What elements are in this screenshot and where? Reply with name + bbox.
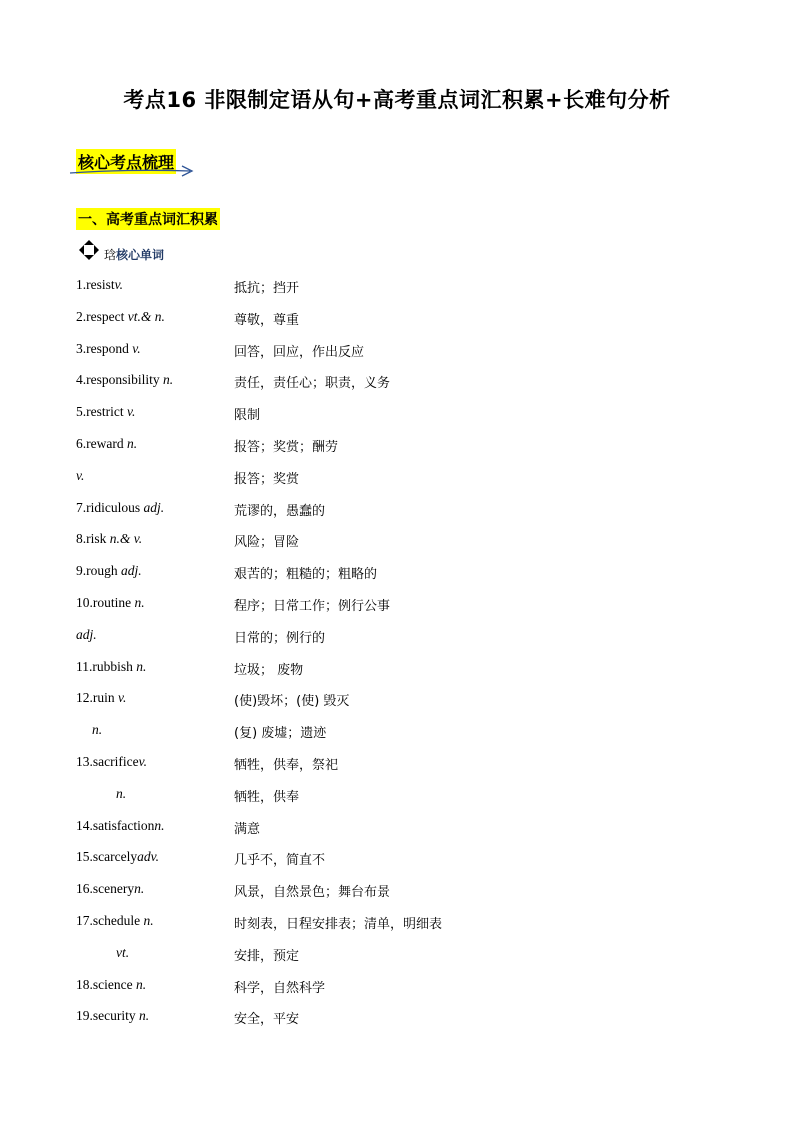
section-heading-vocab-text: 一、高考重点词汇积累 [76, 208, 220, 230]
vocab-pos: adj. [121, 563, 142, 579]
vocab-meaning: 责任，责任心；职责，义务 [234, 376, 391, 392]
vocab-meaning: 几乎不，简直不 [234, 853, 326, 869]
vocab-pos: v. [114, 277, 123, 292]
vocab-word-text: 8.risk [76, 531, 110, 547]
vocab-word [76, 500, 164, 516]
vocab-word [76, 309, 165, 325]
vocab-word [76, 690, 126, 706]
vocab-word [116, 945, 129, 961]
vocab-meaning: 程序；日常工作；例行公事 [234, 598, 391, 614]
vocab-word [76, 563, 142, 579]
vocab-meaning: 回答，回应，作出反应 [234, 344, 365, 360]
vocab-meaning: (复) 废墟；遗迹 [234, 726, 327, 742]
vocab-word [76, 1008, 149, 1024]
vocab-word [76, 849, 159, 865]
section-heading-core-text: 核心考点梳理 [76, 149, 176, 174]
vocab-pos: adj. [76, 626, 97, 642]
vocab-meaning: 限制 [234, 408, 261, 424]
vocab-word [76, 436, 137, 452]
vocab-word [76, 818, 164, 834]
subheading-prefix: 琀 [104, 248, 117, 262]
four-arrows-icon [78, 239, 100, 261]
subheading-core-words [78, 236, 164, 263]
vocab-word [76, 881, 144, 897]
subheading-text: 核心单词 [116, 248, 165, 262]
vocab-word-text: 7.ridiculous [76, 499, 144, 515]
vocab-word-text: 13.sacrifice [76, 753, 139, 769]
vocab-word [76, 627, 97, 643]
vocab-word [76, 277, 123, 293]
vocab-word-text: 17.schedule [76, 912, 144, 928]
vocab-word-text: 15.scarcely [76, 849, 138, 865]
vocab-pos: n. [163, 372, 174, 388]
vocab-word-text: 11.rubbish [76, 658, 137, 674]
vocab-pos: n. [139, 1008, 150, 1024]
vocab-pos: n. [92, 722, 103, 738]
vocab-word-text: 6.reward [76, 435, 127, 451]
vocab-word [76, 372, 173, 388]
vocab-word-text: 9.rough [76, 563, 121, 579]
vocab-meaning: 报答；奖赏；酬劳 [234, 439, 339, 455]
vocab-word [76, 595, 145, 611]
vocab-word-text: 14.satisfaction [76, 817, 155, 833]
vocab-pos: n. [116, 785, 127, 801]
section-heading-core [76, 149, 176, 174]
vocab-pos: v. [76, 467, 85, 483]
vocab-meaning: 日常的；例行的 [234, 630, 326, 646]
vocab-meaning: 荒谬的，愚蠢的 [234, 503, 326, 519]
vocab-meaning: 安排，预定 [234, 948, 300, 964]
arrow-underline-icon [68, 163, 198, 177]
vocab-word [76, 913, 154, 929]
vocab-word-text: 19.security [76, 1008, 139, 1024]
vocab-word-text: 3.respond [76, 340, 133, 356]
vocab-pos: adj. [143, 499, 165, 515]
vocab-word-text: 5.restrict [76, 404, 127, 420]
vocab-word [76, 531, 142, 547]
vocab-meaning: 尊敬，尊重 [234, 312, 300, 328]
vocab-meaning: 抵抗；挡开 [234, 281, 300, 296]
vocab-meaning: 时刻表，日程安排表；清单，明细表 [234, 916, 443, 932]
vocab-pos: n. [135, 976, 147, 992]
vocab-pos: n. [134, 881, 145, 897]
vocab-meaning: 艰苦的；粗糙的；粗略的 [234, 567, 378, 583]
vocab-meaning: (使)毁坏；(使) 毁灭 [234, 694, 350, 710]
vocab-word [76, 404, 135, 420]
page-title: 考点16 非限制定语从句+高考重点词汇积累+长难句分析 [123, 88, 671, 112]
vocab-pos: v. [118, 690, 127, 706]
vocab-meaning: 垃圾； 废物 [234, 662, 304, 678]
vocab-pos: n. [126, 435, 138, 451]
vocab-pos: n. [136, 658, 147, 674]
vocab-pos: n.& v. [109, 531, 143, 547]
vocab-pos: n. [143, 912, 154, 928]
vocab-word-text: 4.responsibility [76, 372, 163, 388]
vocab-pos: v. [132, 340, 141, 356]
vocab-meaning: 风景，自然景色；舞台布景 [234, 885, 391, 901]
vocab-meaning: 风险；冒险 [234, 535, 300, 551]
vocab-word-text: 18.science [76, 976, 136, 992]
section-heading-vocab [76, 208, 220, 230]
vocab-word [76, 341, 141, 357]
vocab-word-text: 10.routine [76, 594, 135, 610]
vocab-meaning: 科学，自然科学 [234, 980, 326, 996]
vocab-pos: n. [154, 817, 165, 833]
vocab-word-text: 2.respect [76, 308, 128, 324]
vocab-word [76, 468, 84, 484]
vocab-word-text: 16.scenery [76, 881, 135, 897]
vocab-word [76, 754, 147, 770]
vocab-word-text: 12.ruin [76, 690, 118, 706]
vocab-meaning: 满意 [234, 821, 261, 837]
vocab-word [76, 977, 146, 993]
vocab-pos: v. [138, 753, 147, 769]
vocab-word-text: 1.resist [76, 277, 115, 292]
vocab-word [116, 786, 126, 802]
vocab-meaning: 报答；奖赏 [234, 471, 300, 487]
vocab-pos: v. [126, 404, 136, 420]
vocab-meaning: 牺牲，供奉，祭祀 [234, 757, 339, 773]
vocab-word [76, 659, 146, 675]
vocab-pos: n. [134, 594, 145, 610]
vocab-pos: vt.& n. [127, 308, 165, 324]
vocab-word [92, 722, 102, 738]
vocab-meaning: 安全，平安 [234, 1012, 300, 1028]
vocab-pos: vt. [116, 944, 130, 960]
vocab-meaning: 牺牲，供奉 [234, 789, 300, 805]
subheading-label [104, 246, 164, 263]
vocab-pos: adv. [137, 849, 159, 865]
